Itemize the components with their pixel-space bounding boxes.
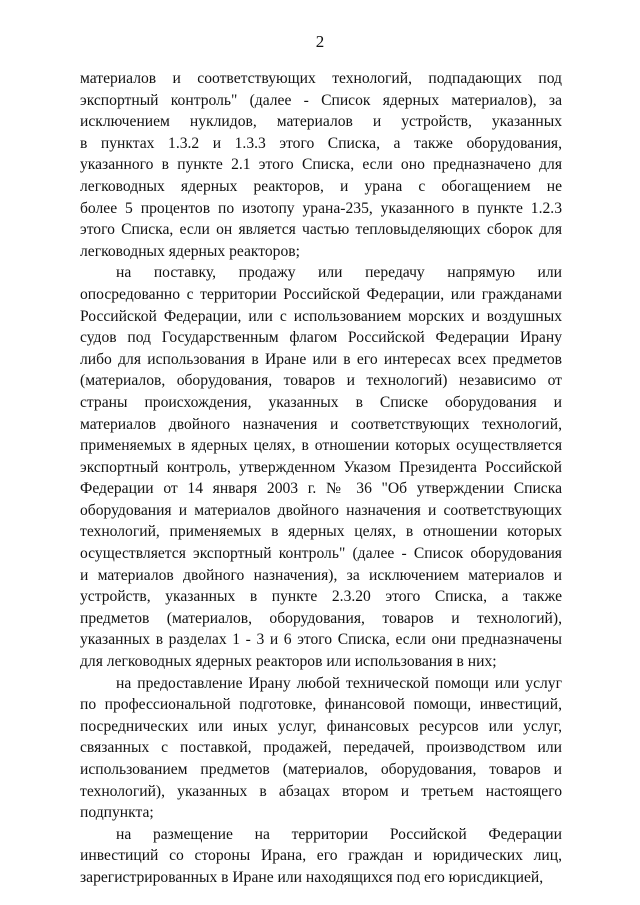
text-line: страны происхождения, указанных в Списке оборудования и [80, 393, 562, 411]
document-body [80, 68, 562, 889]
text-line: указанного в пункте 2.1 этого Списка, если оно предназначено для [80, 156, 562, 174]
text-line: на предоставление Ирану любой технической помощи или услуг [116, 674, 562, 692]
page-number: 2 [315, 32, 325, 51]
text-line: инвестиций со стороны Ирана, его граждан и юридических лиц, [80, 847, 562, 865]
text-line: по профессиональной подготовке, финансовой помощи, инвестиций, [80, 696, 562, 714]
text-line: устройств, указанных в пункте 2.3.20 этого Списка, а также [80, 588, 562, 606]
text-line: подпункта; [80, 804, 154, 822]
text-line: посреднических или иных услуг, финансовых ресурсов или услуг, [80, 717, 562, 735]
text-line: этого Списка, если он является частью тепловыделяющих сборок для [80, 221, 562, 239]
text-line: оборудования и материалов двойного назначения и соответствующих [80, 501, 562, 519]
text-line: легководных ядерных реакторов, и урана с обогащением не [80, 177, 562, 195]
text-line: указанных в разделах 1 - 3 и 6 этого Списка, если они предназначены [80, 631, 562, 649]
paragraph [80, 68, 562, 262]
text-line: осуществляется экспортный контроль" (далее - Список оборудования [80, 545, 562, 563]
text-line: более 5 процентов по изотопу урана-235, указанного в пункте 1.2.3 [80, 199, 562, 217]
text-line: технологий, применяемых в ядерных целях, в отношении которых [80, 523, 562, 541]
text-line: и материалов двойного назначения), за исключением материалов и [80, 566, 562, 584]
text-line: исключением нуклидов, материалов и устройств, указанных [80, 113, 562, 131]
text-line: связанных с поставкой, продажей, передачей, производством или [80, 739, 562, 757]
text-line: применяемых в ядерных целях, в отношении которых осуществляется [80, 437, 562, 455]
paragraph [80, 673, 562, 824]
text-line: материалов и соответствующих технологий, подпадающих под [80, 70, 562, 87]
text-line: судов под Государственным флагом Российской Федерации Ирану [80, 329, 562, 347]
text-line: легководных ядерных реакторов; [80, 242, 300, 260]
text-line: зарегистрированных в Иране или находящихся под его юрисдикцией, [80, 868, 544, 886]
text-line: Российской Федерации, или с использованием морских и воздушных [80, 307, 562, 325]
text-line: на поставку, продажу или передачу напрямую или [116, 264, 562, 282]
text-line: (материалов, оборудования, товаров и технологий) независимо от [80, 372, 562, 390]
text-line: технологий), указанных в абзацах втором и третьем настоящего [80, 782, 562, 800]
text-line: использованием предметов (материалов, оборудования, товаров и [80, 761, 562, 778]
paragraph [80, 824, 562, 889]
text-line: для легководных ядерных реакторов или использования в них; [80, 653, 497, 671]
text-line: в пунктах 1.3.2 и 1.3.3 этого Списка, а также оборудования, [80, 134, 562, 152]
text-line: экспортный контроль, утвержденном Указом Президента Российской [80, 458, 562, 476]
paragraph [80, 262, 562, 672]
text-line: предметов (материалов, оборудования, товаров и технологий), [80, 609, 562, 627]
text-line: Федерации от 14 января 2003 г. № 36 "Об утверждении Списка [80, 480, 562, 498]
text-line: на размещение на территории Российской Федерации [116, 825, 562, 843]
text-line: либо для использования в Иране или в его интересах всех предметов [80, 350, 562, 368]
text-line: материалов двойного назначения и соответствующих технологий, [80, 415, 562, 433]
text-line: экспортный контроль" (далее - Список ядерных материалов), за [80, 91, 562, 109]
text-line: опосредованно с территории Российской Федерации, или гражданами [80, 285, 562, 303]
